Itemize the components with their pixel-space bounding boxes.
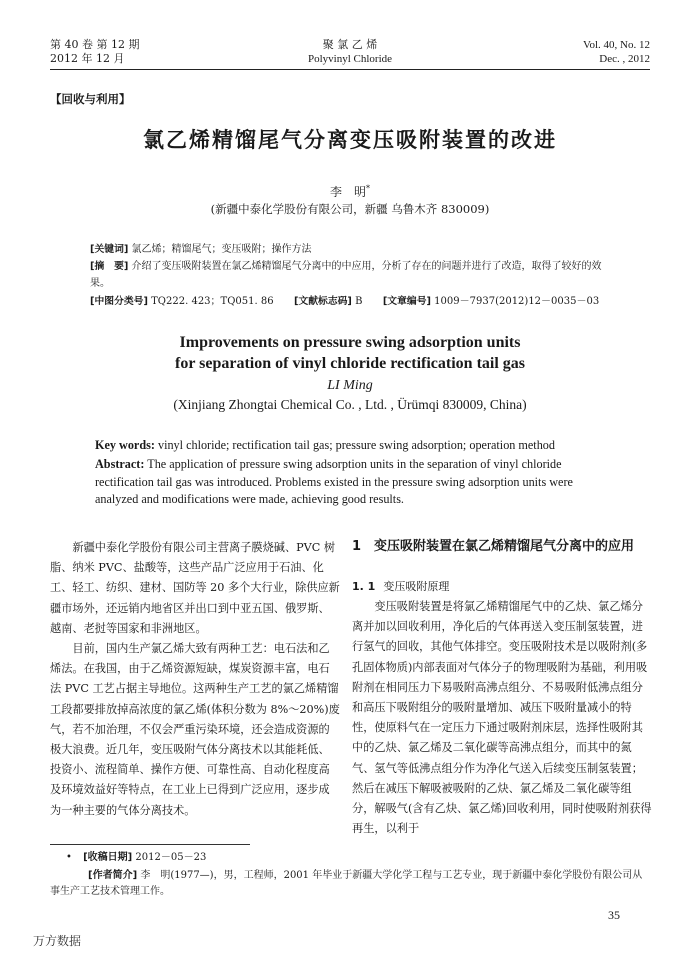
bio-text: 李 明(1977—)，男，工程师，2001 年毕业于新疆大学化学工程与工艺专业，现于新疆中泰化学股份有限公司从事生产工艺技术管理工作。 <box>50 870 643 897</box>
watermark: 万方数据 <box>33 934 82 948</box>
subsection-heading-1-1 <box>352 578 449 594</box>
received-label: [收稿日期] <box>83 852 133 863</box>
keywords-label-cn: [关键词] <box>90 244 129 255</box>
title-cn: 氯乙烯精馏尾气分离变压吸附装置的改进 <box>143 127 557 152</box>
footnote-author-bio <box>50 868 650 900</box>
journal-name-cn: 聚 氯 乙 烯 <box>322 38 378 51</box>
title-en-line-2: for separation of vinyl chloride rectification tail gas <box>174 355 526 372</box>
date-en: Dec. , 2012 <box>599 53 650 65</box>
abstract-cn <box>90 258 610 292</box>
journal-name-en: Polyvinyl Chloride <box>307 53 393 65</box>
abstract-text-cn: 介绍了变压吸附装置在氯乙烯精馏尾气分离中的中应用，分析了存在的问题并进行了改造，取得了较好的效果。 <box>90 261 602 289</box>
running-header-right <box>583 38 650 66</box>
author-name-cn: 李 明 <box>329 185 366 199</box>
subsection-title: 变压吸附原理 <box>383 580 450 593</box>
footnote-rule <box>50 844 250 845</box>
footnote-bullet: • <box>66 852 72 863</box>
abstract-text-en: The application of pressure swing adsorption units in the separation of vinyl chloride rectification tail gas was introduced. Problems existed in the pressure swing adsorption units were analyzed and modifications were made, achieving good results. <box>95 457 573 506</box>
abstract-label-cn: [摘 要] <box>90 261 129 272</box>
bio-label: [作者简介] <box>88 870 138 881</box>
section-tag: 【回收与利用】 <box>50 92 131 106</box>
volume-issue-en: Vol. 40, No. 12 <box>582 39 650 51</box>
article-number-label: [文章编号] <box>382 296 431 307</box>
keywords-label-en: Key words: <box>95 438 155 452</box>
footnote-received <box>50 850 650 866</box>
abstract-label-en: Abstract: <box>95 457 145 471</box>
body-left-column <box>50 538 340 821</box>
body-paragraph-2: 目前，国内生产氯乙烯大致有两种工艺：电石法和乙烯法。在我国，由于乙烯资源短缺，煤炭资源丰富，电石法 PVC 工艺占据主导地位。这两种生产工艺的氯乙烯精馏工段都要排放掉高浓度的氯乙烯(体积分数为 8%～20%)废气，若不加治理，不仅会严重污染环境，还会造成资源的极大浪费。近几年，变压吸附气体分离技术以其能耗低、投资小、流程简单、操作方便、可靠性高、自动化程度高及环境效益好等特点，在工业上已得到广泛应用，逐步成为一种主要的气体分离技术。 <box>50 642 340 817</box>
affiliation-cn: (新疆中泰化学股份有限公司，新疆 乌鲁木齐 830009) <box>210 202 490 216</box>
section-heading-1: 1 变压吸附装置在氯乙烯精馏尾气分离中的应用 <box>352 539 635 554</box>
volume-issue-cn: 第 40 卷 第 12 期 <box>50 38 140 51</box>
author-en: LI Ming <box>327 378 373 393</box>
page-number: 35 <box>608 908 620 922</box>
subsection-number: 1. 1 <box>352 580 376 593</box>
doc-code-label: [文献标志码] <box>293 296 352 307</box>
clc-value: TQ222. 423；TQ051. 86 <box>151 296 274 307</box>
header-rule <box>50 69 650 70</box>
author-cn <box>0 183 700 200</box>
doc-code-value: B <box>355 296 363 307</box>
abstract-en <box>95 456 605 509</box>
clc-label: [中图分类号] <box>90 296 148 307</box>
keywords-text-cn: 氯乙烯；精馏尾气；变压吸附；操作方法 <box>131 244 312 255</box>
title-en-line-1: Improvements on pressure swing adsorption units <box>179 334 521 351</box>
keywords-text-en: vinyl chloride; rectification tail gas; pressure swing adsorption; operation method <box>157 438 555 452</box>
author-footnote-mark: * <box>366 184 370 193</box>
keywords-cn <box>90 241 610 258</box>
body-paragraph-1: 新疆中泰化学股份有限公司主营离子膜烧碱、PVC 树脂、纳米 PVC、盐酸等，这些产品广泛应用于石油、化工、轻工、纺织、建材、国防等 20 多个大行业，除供应新疆市场外，还远销内地省区并出口到中亚五国、俄罗斯、越南、老挝等国家和非洲地区。 <box>50 541 340 635</box>
body-right-column <box>352 597 652 839</box>
received-date: 2012－05－23 <box>135 852 207 863</box>
date-cn: 2012 年 12 月 <box>50 52 125 65</box>
body-paragraph-3: 变压吸附装置是将氯乙烯精馏尾气中的乙炔、氯乙烯分离并加以回收利用，净化后的气体再送入变压制氢装置，进行氢气的回收，其他气体排空。变压吸附技术是以吸附剂(多孔固体物质)内部表面对气体分子的物理吸附为基础，利用吸附剂在相同压力下易吸附高沸点组分、不易吸附低沸点组分和高压下吸附组分的吸附量增加、减压下吸附量减小的特性，使原料气在一定压力下通过吸附剂床层，选择性吸附其中的乙炔、氯乙烯及二氧化碳等高沸点组分，而其中的氮气、氢气等低沸点组分作为净化气送入后续变压制氢装置；然后在减压下解吸被吸附的乙炔、氯乙烯及二氧化碳等组分，解吸气(含有乙炔、氯乙烯)回收利用，同时使吸附剂获得再生，以利于 <box>352 600 652 836</box>
affiliation-en: (Xinjiang Zhongtai Chemical Co. , Ltd. , Ürümqi 830009, China) <box>173 397 527 412</box>
classification-line <box>90 293 610 310</box>
article-number-value: 1009－7937(2012)12－0035－03 <box>434 296 600 307</box>
keywords-en <box>95 437 605 455</box>
